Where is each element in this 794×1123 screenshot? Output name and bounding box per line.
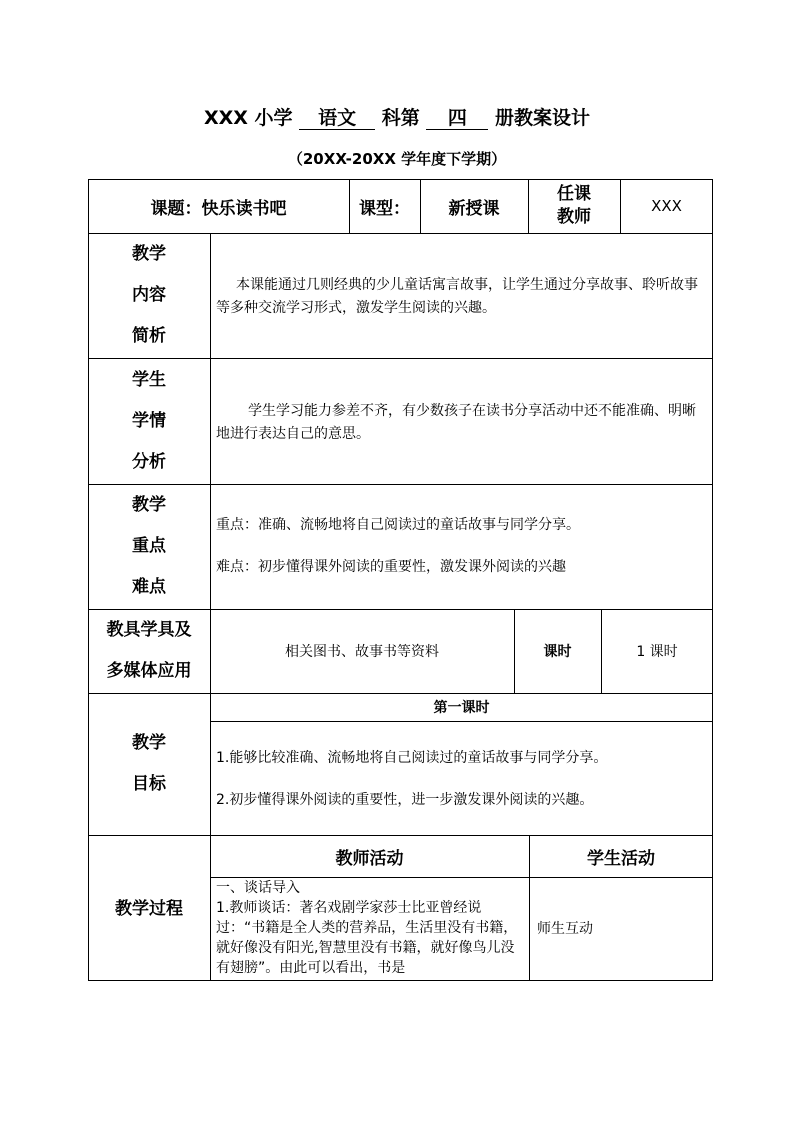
title-tail: 册教案设计 (495, 107, 591, 129)
process-label: 教学过程 (115, 898, 183, 919)
goal-1: 1.能够比较准确、流畅地将自己阅读过的童话故事与同学分享。 (216, 750, 608, 766)
media-label-line1: 教具学具及 (106, 620, 192, 640)
analysis-text: 学生学习能力参差不齐，有少数孩子在读书分享活动中还不能准确、明晰地进行表达自己的意思。 (216, 403, 696, 442)
keypoints-label-line: 重点 (132, 536, 166, 556)
keypoints-label-line: 难点 (132, 577, 166, 597)
keypoints-label (88, 484, 210, 609)
teacher-label-line2: 教师 (557, 207, 591, 227)
analysis-label-line: 分析 (132, 451, 166, 472)
lesson-type-value: 新授课 (448, 198, 500, 219)
teacher-label-line1: 任课 (557, 184, 591, 204)
session-title: 第一课时 (433, 700, 490, 716)
key-point-text: 重点：准确、流畅地将自己阅读过的童话故事与同学分享。 (216, 517, 580, 533)
teacher-label (528, 179, 620, 233)
school-name: XXX 小学 (203, 107, 293, 129)
analysis-label-line: 学情 (132, 410, 166, 431)
teacher-activity-heading: 一、谈话导入 (216, 880, 300, 896)
lesson-type-label: 课型： (359, 198, 410, 219)
goal-2: 2.初步懂得课外阅读的重要性，进一步激发课外阅读的兴趣。 (216, 792, 594, 808)
teacher-activity-text: 1.教师谈话：著名戏剧学家莎士比亚曾经说过：“书籍是全人类的营养品，生活里没有书籍，就好像没有阳光,智慧里没有书籍，就好像鸟儿没有翅膀”。由此可以看出，书是 (216, 900, 518, 976)
term-subtitle: （20XX-20XX 学年度下学期） (287, 150, 507, 168)
subject-field: 语文 (299, 107, 375, 130)
content-label (88, 233, 210, 358)
content-text: 本课能通过几则经典的少儿童话寓言故事，让学生通过分享故事、聆听故事等多种交流学习形式，激发学生阅读的兴趣。 (216, 277, 698, 316)
difficult-point-text: 难点：初步懂得课外阅读的重要性，激发课外阅读的兴趣 (216, 559, 566, 575)
media-value: 相关图书、故事书等资料 (285, 644, 439, 660)
goals-label (88, 693, 210, 835)
keypoints-label-line: 教学 (132, 495, 166, 515)
lesson-topic: 课题：快乐读书吧 (150, 198, 287, 219)
teacher-activity-header: 教师活动 (335, 848, 404, 869)
hours-value: 1 课时 (636, 644, 678, 660)
student-activity-text: 师生互动 (537, 921, 593, 937)
content-label-line: 简析 (132, 326, 166, 346)
teacher-value: XXX (651, 197, 682, 215)
goals-label-line: 教学 (132, 733, 166, 753)
hours-label: 课时 (543, 644, 572, 660)
analysis-label (88, 358, 210, 484)
content-label-line: 内容 (132, 285, 166, 305)
media-label-line2: 多媒体应用 (106, 661, 192, 681)
title-mid: 科第 (381, 107, 420, 129)
volume-field: 四 (426, 107, 488, 130)
session-divider (210, 721, 713, 722)
content-label-line: 教学 (132, 244, 166, 264)
media-label (88, 609, 210, 693)
student-activity-header: 学生活动 (587, 848, 655, 869)
document-title (0, 104, 794, 132)
goals-label-line: 目标 (132, 774, 166, 794)
analysis-label-line: 学生 (132, 369, 166, 390)
teacher-activity-cell (216, 878, 524, 980)
